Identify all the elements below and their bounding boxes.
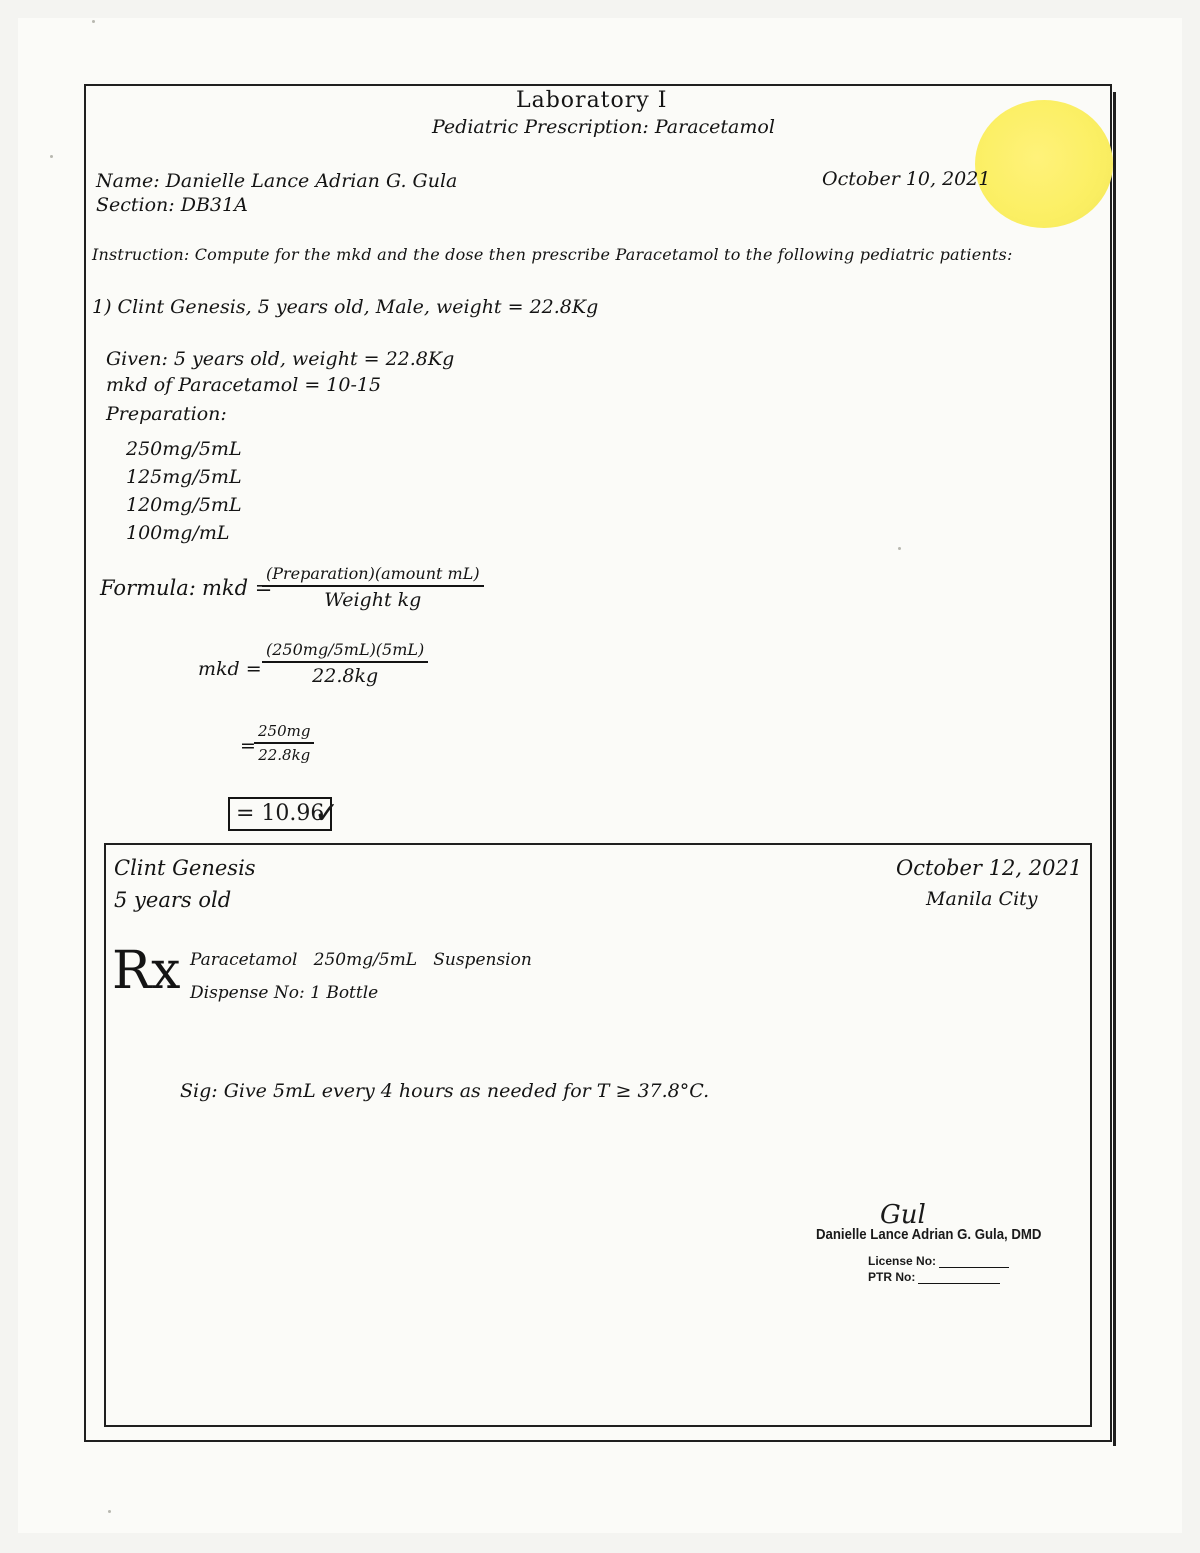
header-date: October 10, 2021 [822, 168, 991, 190]
step2-lhs: = [240, 735, 256, 757]
formula-label: Formula: [100, 576, 196, 600]
step2-denominator: 22.8kg [258, 746, 311, 764]
scan-speck [108, 1510, 111, 1513]
prescription-date: October 12, 2021 [896, 856, 1083, 880]
prescription-place: Manila City [926, 888, 1038, 910]
formula-fraction [262, 564, 484, 611]
student-name: Name: Danielle Lance Adrian G. Gula [96, 170, 458, 192]
answer-box: = 10.96 [228, 797, 332, 831]
rx-symbol: Rx [112, 941, 181, 1001]
page-subtitle: Pediatric Prescription: Paracetamol [432, 116, 775, 138]
step2-numerator: 250mg [254, 722, 314, 744]
mkd-line: mkd of Paracetamol = 10-15 [106, 374, 382, 396]
step1-fraction [262, 640, 428, 687]
preparation-item: 100mg/mL [126, 522, 230, 544]
formula-denominator: Weight kg [324, 589, 422, 611]
prescription-box [104, 843, 1092, 1427]
license-blank [939, 1257, 1009, 1268]
license-field [868, 1254, 1009, 1268]
preparation-item: 250mg/5mL [126, 438, 242, 460]
given-line: Given: 5 years old, weight = 22.8Kg [106, 348, 455, 370]
scan-speck [92, 20, 95, 23]
check-mark-icon: ✓ [314, 796, 340, 831]
page-title: Laboratory I [516, 88, 668, 113]
scan-speck [898, 547, 901, 550]
preparation-item: 125mg/5mL [126, 466, 242, 488]
formula-numerator: (Preparation)(amount mL) [262, 564, 484, 587]
drug-line: Paracetamol 250mg/5mL Suspension [190, 950, 532, 970]
license-label: License No: [868, 1254, 937, 1268]
ptr-label: PTR No: [868, 1270, 916, 1284]
yellow-sun-drawing [975, 100, 1113, 228]
patient-age: 5 years old [114, 888, 232, 912]
preparation-item: 120mg/5mL [126, 494, 242, 516]
formula-lhs: mkd = [202, 576, 273, 600]
doctor-name: Danielle Lance Adrian G. Gula, DMD [816, 1226, 1042, 1243]
signature: Gul [880, 1200, 926, 1230]
sig-line: Sig: Give 5mL every 4 hours as needed for T ≥ 37.8°C. [180, 1080, 710, 1102]
instruction: Instruction: Compute for the mkd and the dose then prescribe Paracetamol to the following pediatric patients: [92, 245, 1013, 264]
step2-fraction [254, 722, 314, 764]
step1-denominator: 22.8kg [312, 665, 379, 687]
patient-name: Clint Genesis [114, 856, 256, 880]
ptr-field [868, 1270, 1000, 1284]
ptr-blank [918, 1273, 1000, 1284]
problem-statement: 1) Clint Genesis, 5 years old, Male, weight = 22.8Kg [92, 296, 599, 318]
preparation-label: Preparation: [106, 403, 227, 425]
dispense-line: Dispense No: 1 Bottle [190, 983, 379, 1003]
step1-lhs: mkd = [198, 658, 262, 680]
section: Section: DB31A [96, 194, 248, 216]
scan-speck [50, 155, 53, 158]
step1-numerator: (250mg/5mL)(5mL) [262, 640, 428, 663]
